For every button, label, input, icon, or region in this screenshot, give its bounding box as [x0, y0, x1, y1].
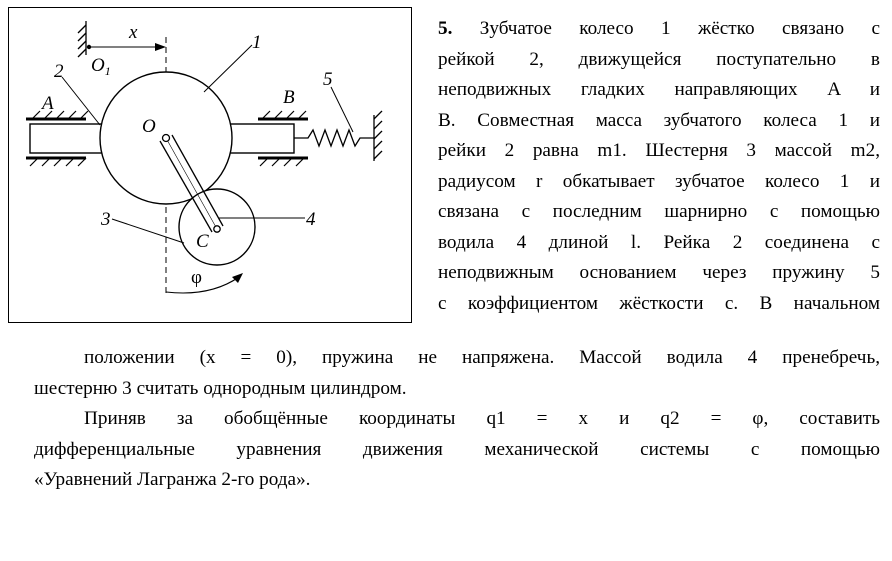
x-arrow — [88, 43, 166, 51]
hinge-c — [214, 226, 220, 232]
rack-right — [228, 124, 294, 153]
mechanism-figure — [8, 7, 412, 323]
label-o: O — [142, 116, 156, 137]
phi-arc — [166, 273, 243, 293]
bottom-line-3: Приняв за обобщённые координаты q1 = x и q2 = φ, составить — [84, 408, 880, 429]
problem-line-4: B. Совместная масса зубчатого колеса 1 и — [438, 109, 880, 131]
problem-statement-right — [438, 14, 880, 319]
problem-line-8: водила 4 длиной l. Рейка 2 соединена с — [438, 231, 880, 253]
label-b: B — [283, 87, 295, 108]
label-phi: φ — [191, 267, 202, 288]
label-o1: $O_1$ — [91, 55, 111, 78]
label-2: 2 — [54, 61, 64, 82]
mechanism-drawing — [8, 7, 412, 323]
problem-line-10: с коэффициентом жёсткости c. В начальном — [438, 292, 880, 314]
problem-number: 5. — [438, 18, 453, 39]
label-1: 1 — [252, 32, 262, 53]
problem-line-9: неподвижным основанием через пружину 5 — [438, 262, 880, 283]
hinge-o — [163, 135, 170, 142]
label-3: 3 — [101, 209, 111, 230]
right-wall — [374, 111, 382, 161]
problem-line-1: 5. Зубчатое колесо 1 жёстко связано с — [438, 18, 880, 39]
top-wall — [78, 21, 86, 57]
label-a: A — [42, 93, 54, 114]
label-x: x — [129, 22, 138, 43]
bottom-line-1: положении (x = 0), пружина не напряжена. Массой водила 4 пренебречь, — [84, 347, 880, 368]
problem-statement-bottom — [34, 343, 880, 496]
problem-line-2: рейкой 2, движущейся поступательно в — [438, 48, 880, 70]
spring-5 — [294, 130, 374, 146]
problem-line-5: рейки 2 равна m1. Шестерня 3 массой m2, — [438, 140, 880, 161]
problem-line-6: радиусом r обкатывает зубчатое колесо 1 и — [438, 170, 880, 192]
bottom-line-5: «Уравнений Лагранжа 2-го рода». — [34, 469, 311, 490]
problem-line-7: связана с последним шарнирно с помощью — [438, 201, 880, 222]
problem-line-3: неподвижных гладких направляющих A и — [438, 79, 880, 100]
bottom-line-4: дифференциальные уравнения движения механической системы с помощью — [34, 438, 880, 460]
label-4: 4 — [306, 209, 316, 230]
bottom-line-2: шестерню 3 считать однородным цилиндром. — [34, 377, 407, 399]
label-c: C — [196, 231, 209, 252]
label-5: 5 — [323, 69, 333, 90]
rack-left — [30, 124, 106, 153]
